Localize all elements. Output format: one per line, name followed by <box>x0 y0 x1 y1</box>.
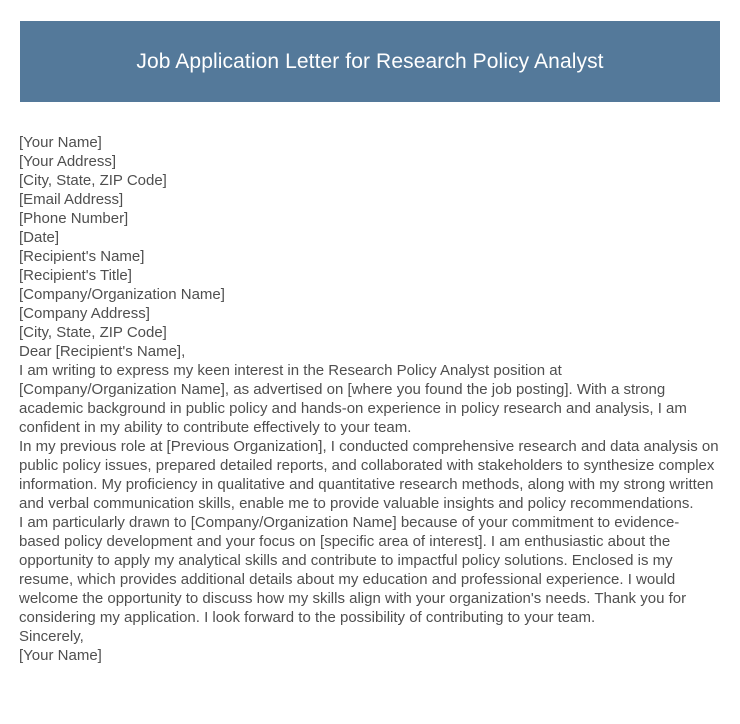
letter-line: [Phone Number] <box>19 210 129 227</box>
letter-header-banner <box>20 21 720 102</box>
letter-body <box>19 133 719 665</box>
letter-line: [Recipient's Name] <box>19 248 145 265</box>
letter-line: Dear [Recipient's Name], <box>19 343 186 360</box>
letter-line: [Your Name] <box>19 134 102 151</box>
letter-paragraph: I am writing to express my keen interest in the Research Policy Analyst position at [Company/Organization Name], as advertised on [where you found the job posting]. With a strong academic background in public policy and hands-on experience in policy research and analysis, I am confident in my ability to contribute effectively to your team. <box>19 362 687 436</box>
letter-line: [City, State, ZIP Code] <box>19 172 167 189</box>
letter-line: [City, State, ZIP Code] <box>19 324 167 341</box>
letter-line: [Your Name] <box>19 647 102 664</box>
letter-line: Sincerely, <box>19 628 84 645</box>
letter-line: [Email Address] <box>19 191 124 208</box>
letter-paragraph: I am particularly drawn to [Company/Organization Name] because of your commitment to evidence-based policy development and your focus on [specific area of interest]. I am enthusiastic about the opportunity to apply my analytical skills and contribute to impactful policy solutions. Enclosed is my resume, which provides additional details about my education and professional experience. I would welcome the opportunity to discuss how my skills align with your organization's needs. Thank you for considering my application. I look forward to the possibility of contributing to your team. <box>19 514 687 626</box>
letter-line: [Company Address] <box>19 305 150 322</box>
letter-paragraph: In my previous role at [Previous Organization], I conducted comprehensive research and data analysis on public policy issues, prepared detailed reports, and collaborated with stakeholders to synthesize complex information. My proficiency in qualitative and quantitative research methods, along with my strong written and verbal communication skills, enable me to provide valuable insights and policy recommendations. <box>19 438 719 512</box>
page-title: Job Application Letter for Research Policy Analyst <box>136 49 604 73</box>
letter-line: [Company/Organization Name] <box>19 286 225 303</box>
letter-line: [Your Address] <box>19 153 117 170</box>
letter-line: [Recipient's Title] <box>19 267 132 284</box>
letter-line: [Date] <box>19 229 60 246</box>
